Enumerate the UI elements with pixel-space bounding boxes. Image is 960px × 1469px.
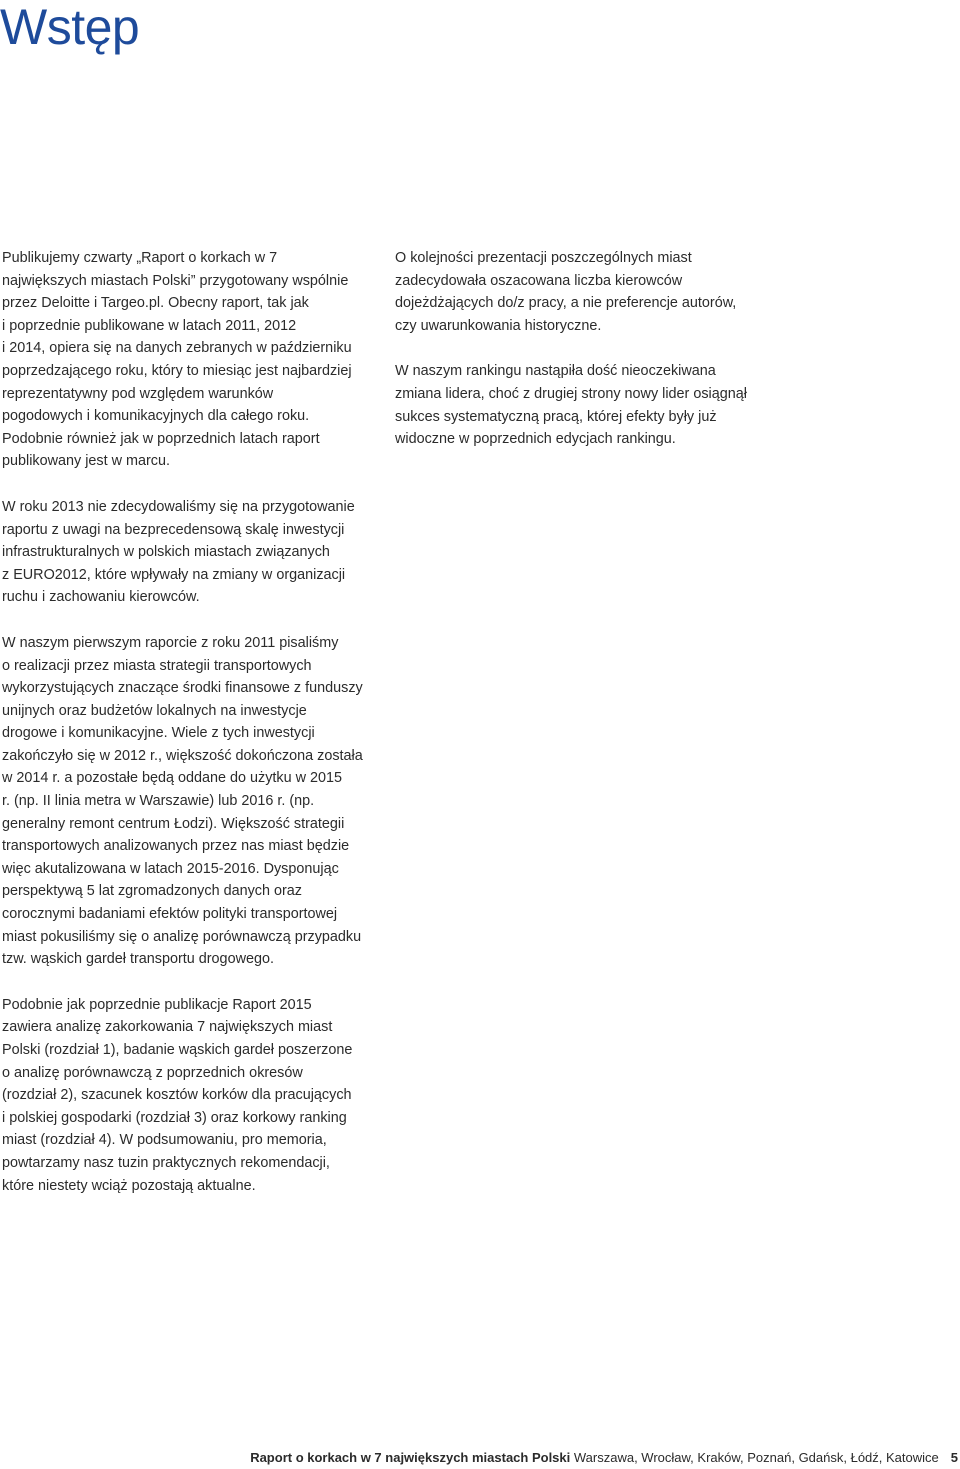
footer-cities: Warszawa, Wrocław, Kraków, Poznań, Gdańsk, Łódź, Katowice bbox=[570, 1450, 939, 1465]
right-column bbox=[395, 247, 767, 451]
contents-paragraph: Podobnie jak poprzednie publikacje Raport 2015 zawiera analizę zakorkowania 7 największych miast Polski (rozdział 1), badanie wąskich gardeł poszerzone o analizę porównawczą z poprzednich okresów (rozdział 2), szacunek kosztów korków dla pracujących i polskiej gospodarki (rozdział 3) oraz korkowy ranking miast (rozdział 4). W podsumowaniu, pro memoria, powtarzamy nasz tuzin praktycznych rekomendacji, które niestety wciąż pozostają aktualne. bbox=[2, 996, 353, 1194]
page-footer bbox=[250, 1449, 958, 1467]
strategy-paragraph: W naszym pierwszym raporcie z roku 2011 pisaliśmy o realizacji przez miasta strategii transportowych wykorzystujących znaczące środki finansowe z funduszy unijnych oraz budżetów lokalnych na inwestycje drogowe i komunikacyjne. Wiele z tych inwestycji zakończyło się w 2012 r., większość dokończona została w 2014 r. a pozostałe będą oddane do użytku w 2015 r. (np. II linia metra w Warszawie) lub 2016 r. (np. generalny remont centrum Łodzi). Większość strategii transportowych analizowanych przez nas miast będzie więc akutalizowana w latach 2015-2016. Dysponując perspektywą 5 lat zgromadzonych danych oraz corocznymi badaniami efektów polityki transportowej miast pokusiliśmy się o analizę porównawczą przypadku tzw. wąskich gardeł transportu drogowego. bbox=[2, 634, 363, 968]
intro-paragraph: Publikujemy czwarty „Raport o korkach w 7 największych miastach Polski” przygotowany wspólnie przez Deloitte i Targeo.pl. Obecny raport, tak jak i poprzednie publikowane w latach 2011, 2012 i 2014, opiera się na danych zebranych w październiku poprzedzającego roku, który to miesiąc jest najbardziej reprezentatywny pod względem warunków pogodowych i komunikacyjnych dla całego roku. Podobnie również jak w poprzednich latach raport publikowany jest w marcu. bbox=[2, 250, 352, 470]
order-paragraph: O kolejności prezentacji poszczególnych miast zadecydowała oszacowana liczba kierowców dojeżdżających do/z pracy, a nie preferencje autorów, czy uwarunkowania historyczne. bbox=[395, 250, 737, 334]
page-title: Wstęp bbox=[0, 0, 140, 55]
footer-report-title: Raport o korkach w 7 największych miastach Polski bbox=[250, 1450, 571, 1465]
page-number: 5 bbox=[950, 1450, 958, 1465]
left-column bbox=[2, 247, 374, 1197]
euro2012-paragraph: W roku 2013 nie zdecydowaliśmy się na przygotowanie raportu z uwagi na bezprecedensową skalę inwestycji infrastrukturalnych w polskich miastach związanych z EURO2012, które wpływały na zmiany w organizacji ruchu i zachowaniu kierowców. bbox=[2, 498, 355, 606]
ranking-paragraph: W naszym rankingu nastąpiła dość nieoczekiwana zmiana lidera, choć z drugiej strony nowy lider osiągnął sukces systematyczną pracą, której efekty były już widoczne w poprzednich edycjach rankingu. bbox=[395, 363, 747, 448]
